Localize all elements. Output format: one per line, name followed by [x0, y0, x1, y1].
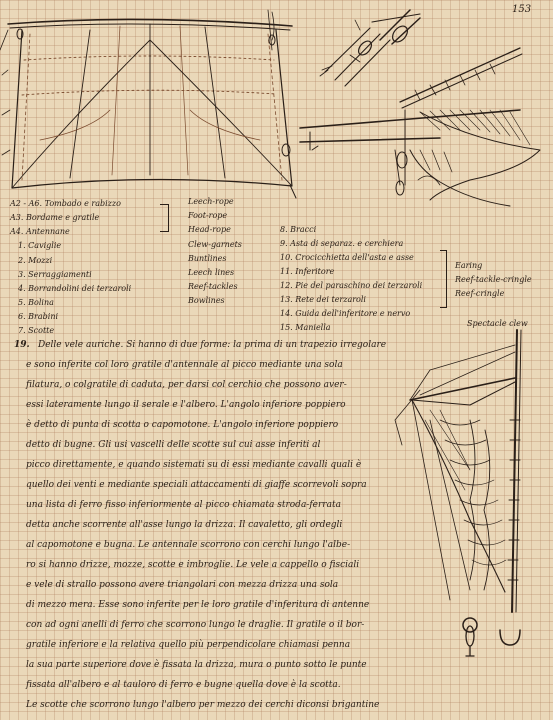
- paragraph-line: picco direttamente, e quando sistemati su di essi mediante cavalli quali è: [26, 460, 362, 470]
- label: Earing: [455, 261, 483, 270]
- list-item: 6. Brabini: [18, 312, 59, 321]
- list-item: Bowlines: [188, 296, 225, 305]
- list-item: A2 - A6. Tombado e rabizzo: [10, 199, 121, 208]
- list-item: A4. Antennane: [10, 227, 70, 236]
- paragraph-line: detto di bugne. Gli usi vascelli delle scotte sul cui asse inferiti al: [26, 440, 321, 450]
- page-number: 153: [512, 4, 532, 15]
- paragraph-line: è detto di punta di scotta o capomotone. L'angolo inferiore poppiero: [26, 420, 339, 430]
- list-item: Foot-rope: [188, 211, 228, 220]
- label: Reef-tackle-cringle: [455, 275, 532, 284]
- label: Reef-cringle: [455, 289, 505, 298]
- paragraph-line: e vele di strallo possono avere triangolari con mezza drizza una sola: [26, 580, 339, 590]
- list-item: 5. Bolina: [18, 298, 54, 307]
- paragraph-line: filatura, o colgratile di caduta, per darsi col cerchio che possono aver-: [26, 380, 347, 390]
- paragraph-line: con ad ogni anelli di ferro che scorrono lungo le draglie. Il gratile o il bor-: [26, 620, 365, 630]
- paragraph-number: 19.: [14, 340, 30, 350]
- list-item: 14. Guida dell'inferitore e nervo: [280, 309, 411, 318]
- list-item: 7. Scotte: [18, 326, 55, 335]
- list-item: 8. Bracci: [280, 225, 317, 234]
- list-item: 2. Mozzi: [18, 256, 53, 265]
- paragraph-line: quello dei venti e mediante speciali attaccamenti di giaffe scorrevoli sopra: [26, 480, 367, 490]
- list-item: A3. Bordame e gratile: [10, 213, 100, 222]
- paragraph-line: al capomotone e bugna. Le antennale scorrono con cerchi lungo l'albe-: [26, 540, 351, 550]
- paragraph-line: gratile inferiore e la relativa quello più perpendicolare chiamasi penna: [26, 640, 351, 650]
- list-item: 3. Serraggiamenti: [18, 270, 92, 279]
- paragraph-line: detta anche scorrente all'asse lungo la drizza. Il cavaletto, gli ordegli: [26, 520, 343, 530]
- list-item: Leech-rope: [188, 197, 234, 206]
- paragraph-line: la sua parte superiore dove è fissata la drizza, mura o punto sotto le punte: [26, 660, 367, 670]
- list-item: 13. Rete dei terzaroli: [280, 295, 366, 304]
- list-item: 4. Borrandolini dei terzaroli: [18, 284, 132, 293]
- list-item: Reef-tackles: [188, 282, 238, 291]
- paragraph-line: ro si hanno drizze, mozze, scotte e imbroglie. Le vele a cappello o fisciali: [26, 560, 360, 570]
- list-item: 15. Maniella: [280, 323, 331, 332]
- paragraph-line: e sono inferite col loro gratile d'antennale al picco mediante una sola: [26, 360, 343, 370]
- list-item: 1. Caviglie: [18, 241, 62, 250]
- paragraph-line: fissata all'albero e al tauloro di ferro e bugne quella dove è la scotta.: [26, 680, 341, 690]
- list-item: Clew-garnets: [188, 240, 242, 249]
- list-item: 12. Pie del paraschino dei terzaroli: [280, 281, 423, 290]
- list-item: Head-rope: [188, 225, 231, 234]
- paragraph-line: essi lateramente lungo il serale e l'albero. L'angolo inferiore poppiero: [26, 400, 346, 410]
- list-item: 11. Inferitore: [280, 267, 335, 276]
- spectacle-label: Spectacle clew: [467, 319, 528, 328]
- paragraph-line: Le scotte che scorrono lungo l'albero per mezzo dei cerchi diconsi brigantine: [26, 700, 380, 710]
- list-item: Leech lines: [188, 268, 235, 277]
- list-item: 9. Asta di separaz. e cerchiera: [280, 239, 404, 248]
- paragraph-line: una lista di ferro fisso inferiormente al picco chiamata stroda-ferrata: [26, 500, 341, 510]
- paragraph-line: di mezzo mera. Esse sono inferite per le loro gratile d'inferitura di antenne: [26, 600, 370, 610]
- list-item: Buntlines: [188, 254, 227, 263]
- paragraph-line: Delle vele auriche. Si hanno di due forme: la prima di un trapezio irregolare: [38, 340, 387, 350]
- list-item: 10. Crocicchietta dell'asta e asse: [280, 253, 414, 262]
